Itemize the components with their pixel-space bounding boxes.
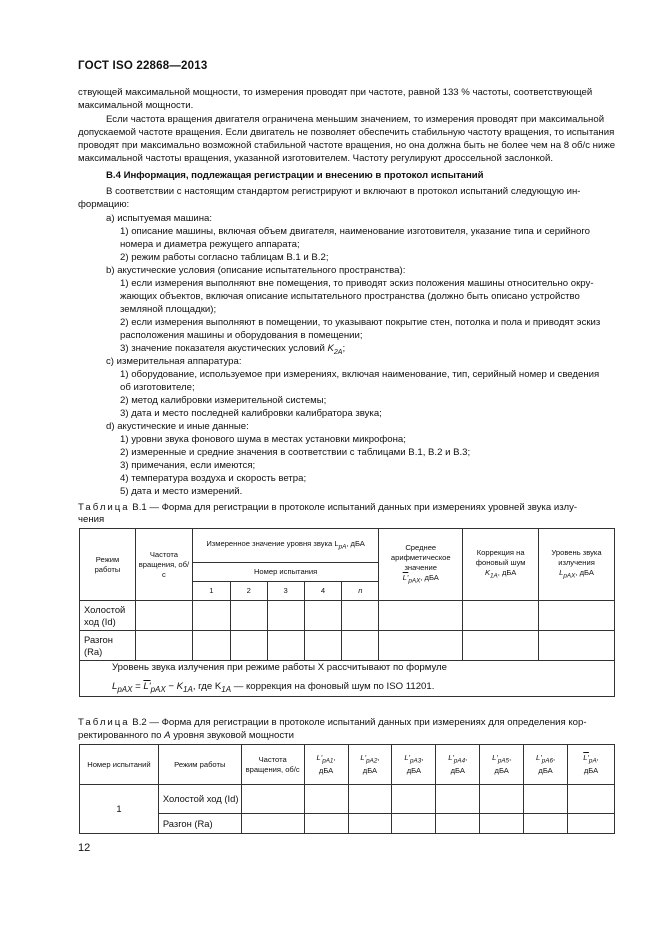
table1-caption: чения — [78, 514, 105, 525]
table-b1 — [79, 528, 615, 697]
table-b2 — [79, 744, 615, 834]
table1-header-measured: Измеренное значение уровня звука $L_{pA}$, дБА — [192, 529, 378, 563]
list-item: 2) если измерения выполняют в помещении, то указывают покрытие стен, потолка и пола и приводят эскиз — [120, 317, 601, 328]
list-item: 1) оборудование, используемое при измерениях, включая наименование, тип, серийный номер и сведения — [120, 369, 600, 380]
table1-header-level: Уровень звука излучения $L_{pAX}$, дБА — [539, 529, 615, 601]
intro-line: проводят при максимально возможной стабильной частоте вращения, но она должна быть не более чем на 8 об/с ниже — [78, 140, 616, 151]
page-number: 12 — [78, 842, 91, 854]
list-item: 2) метод калибровки измерительной системы; — [120, 395, 327, 406]
table2-header-level: $L'_{pA4}$, дБА — [436, 745, 480, 785]
table-row — [80, 814, 615, 834]
document-header: ГОСТ ISO 22868—2013 — [78, 60, 208, 72]
list-item: 3) дата и место последней калибровки калибратора звука; — [120, 408, 382, 419]
intro-line: максимальной мощности. — [78, 100, 194, 111]
table1-header-mode: Режим работы — [80, 529, 136, 601]
table-row — [80, 785, 615, 814]
table2-header-level: $L'_{pA3}$, дБА — [392, 745, 436, 785]
table2-header-level: $L'_{pA6}$, дБА — [524, 745, 568, 785]
section-lead: формацию: — [78, 199, 130, 210]
list-item: 4) температура воздуха и скорость ветра; — [120, 473, 307, 484]
list-item: земляной площадки); — [120, 304, 217, 315]
table2-header-level: $L'_{pA2}$, дБА — [348, 745, 392, 785]
table2-caption: ректированного по A уровня звуковой мощности — [78, 730, 294, 741]
table2-header-num: Номер испытаний — [80, 745, 159, 785]
table1-header-num: 2 — [230, 582, 267, 601]
list-item-k2a: 3) значение показателя акустических условий $K_{2A}$; — [120, 343, 346, 356]
table2-row-label: Холостой ход (Id) — [158, 785, 241, 814]
table1-header-num: n — [342, 582, 379, 601]
list-item: расположения машины и оборудования в помещении; — [120, 330, 363, 341]
intro-line: максимальной частоты вращения, указанной изготовителем. Частоту регулируют дроссельной заслонкой. — [78, 153, 554, 164]
list-item: 3) примечания, если имеются; — [120, 460, 256, 471]
list-item: 1) описание машины, включая объем двигателя, наименование изготовителя, указание типа и серийного — [120, 226, 591, 237]
section-lead: В соответствии с настоящим стандартом регистрируют и включают в протокол испытаний следующую ин- — [106, 186, 581, 197]
table1-header-num: 3 — [267, 582, 304, 601]
table2-header-level: $L'_{pA5}$, дБА — [480, 745, 524, 785]
section-title: В.4 Информация, подлежащая регистрации и внесению в протокол испытаний — [106, 170, 484, 181]
table2-header-freq: Частота вращения, об/с — [241, 745, 304, 785]
table1-header-num: 4 — [304, 582, 342, 601]
table2-row-label: Разгон (Ra) — [158, 814, 241, 834]
table1-header-mean: Среднее арифметическое значение $L'_{pAX}$, дБА — [379, 529, 463, 601]
intro-line: допускаемой частоте вращения. Если двигатель не позволяет обеспечить стабильную частоту вращения, то испытания — [78, 127, 615, 138]
table1-header-num: 1 — [192, 582, 230, 601]
table2-caption: Таблица В.2 — Форма для регистрации в протоколе испытаний данных при измерениях для определения кор- — [78, 717, 587, 728]
list-item: 2) измеренные и средние значения в соответствии с таблицами В.1, В.2 и В.3; — [120, 447, 471, 458]
table2-header-level: $L'_{pA1}$, дБА — [304, 745, 348, 785]
table1-header-testnum: Номер испытания — [192, 563, 378, 582]
table1-row-label: Холостой ход (Id) — [80, 601, 136, 631]
intro-line: ствующей максимальной мощности, то измерения проводят при частоте, равной 133 % частоты, соответствующей — [78, 87, 593, 98]
list-item: 1) уровни звука фонового шума в местах установки микрофона; — [120, 434, 406, 445]
table2-header-mode: Режим работы — [158, 745, 241, 785]
table2-row-num: 1 — [80, 785, 159, 834]
table1-row-label: Разгон (Ra) — [80, 631, 136, 661]
table1-header-freq: Частота вращения, об/с — [135, 529, 192, 601]
table2-header-mean: $L'_{pA}$, дБА — [568, 745, 615, 785]
list-item: d) акустические и иные данные: — [106, 421, 249, 432]
table1-header-correction: Коррекция на фоновый шум $K_{1A}$, дБА — [463, 529, 539, 601]
list-item: а) испытуемая машина: — [106, 213, 213, 224]
table-row — [80, 631, 615, 661]
list-item: номера и диаметра режущего аппарата; — [120, 239, 300, 250]
list-item: 5) дата и место измерений. — [120, 486, 243, 497]
list-item: 2) режим работы согласно таблицам В.1 и В.2; — [120, 252, 329, 263]
list-item: 1) если измерения выполняют вне помещения, то приводят эскиз положения машины относительно окру- — [120, 278, 594, 289]
table-row — [80, 601, 615, 631]
list-item: об изготовителе; — [120, 382, 195, 393]
list-item: b) акустические условия (описание испытательного пространства): — [106, 265, 406, 276]
list-item: жающих объектов, включая описание испытательного пространства (должно быть описано устройство — [120, 291, 580, 302]
table1-note: Уровень звука излучения при режиме работы Х рассчитывают по формуле $L_{pAX} = L'_{pAX} - K_{1A}$, где $K_{1A}$ — коррекция на фоновый шум по ISO 11201. — [80, 661, 615, 697]
intro-line: Если частота вращения двигателя ограничена меньшим значением, то измерения проводят при максимальной — [106, 114, 605, 125]
table1-caption: Таблица В.1 — Форма для регистрации в протоколе испытаний данных при измерениях уровней звука излу- — [78, 502, 578, 513]
list-item: с) измерительная аппаратура: — [106, 356, 242, 367]
